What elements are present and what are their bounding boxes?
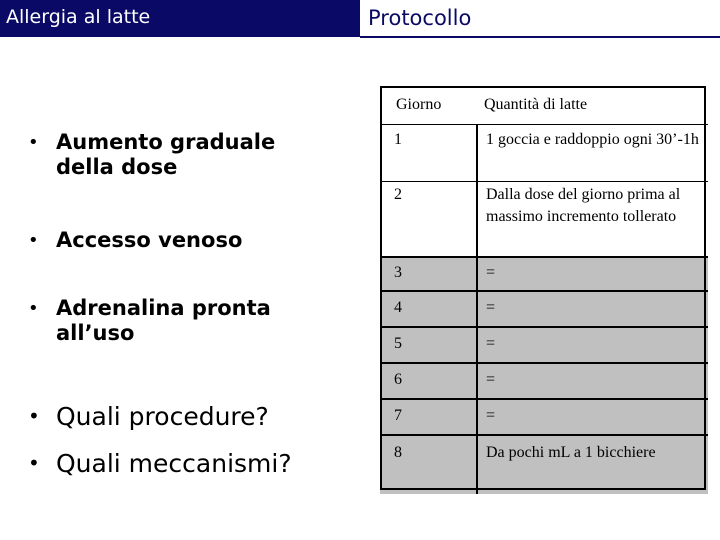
day-cell: 6 [394,371,402,388]
question-item [28,400,368,433]
table-row [380,362,708,398]
section-header [360,0,720,38]
bullet-item [28,228,328,253]
table-row [380,326,708,362]
question-item [28,447,368,480]
header-cell-day: Giorno [396,96,442,113]
bullet-text: Accesso venoso [56,228,243,252]
quantity-cell: Da pochi mL a 1 bicchiere [476,436,708,494]
table-row [380,290,708,326]
day-cell: 1 [394,131,402,148]
quantity-cell: = [476,292,708,326]
bullet-text: Aumento graduale della dose [56,130,276,179]
quantity-cell: Dalla dose del giorno prima al massimo incremento tollerato [476,182,708,256]
table-row [380,181,708,256]
header-cell-quantity: Quantità di latte [484,96,588,113]
table-row [380,256,708,290]
table-header-row [380,86,708,124]
bullet-text: Adrenalina pronta all’uso [56,296,271,345]
day-cell: 7 [394,407,402,424]
bullet-item [28,296,328,346]
bullet-dot: • [28,404,40,428]
table-row [380,124,708,181]
quantity-cell: 1 goccia e raddoppio ogni 30’-1h [476,125,708,181]
table-row [380,434,708,494]
question-text: Quali procedure? [56,402,269,431]
quantity-cell: = [476,400,708,434]
quantity-cell: = [476,328,708,362]
table-row [380,398,708,434]
day-cell: 4 [394,299,402,316]
bullet-dot: • [28,451,40,475]
bullet-item [28,130,328,180]
day-cell: 5 [394,335,402,352]
day-cell: 3 [394,264,402,281]
question-text: Quali meccanismi? [56,449,292,478]
section-title: Protocollo [368,6,472,30]
bullet-dot: • [28,298,39,319]
bullet-dot: • [28,132,39,153]
day-cell: 8 [394,444,402,461]
bullet-dot: • [28,230,39,251]
day-cell: 2 [394,186,402,203]
page-title: Allergia al latte [6,6,151,28]
protocol-table [380,86,708,494]
quantity-cell: = [476,364,708,398]
quantity-cell: = [476,258,708,290]
